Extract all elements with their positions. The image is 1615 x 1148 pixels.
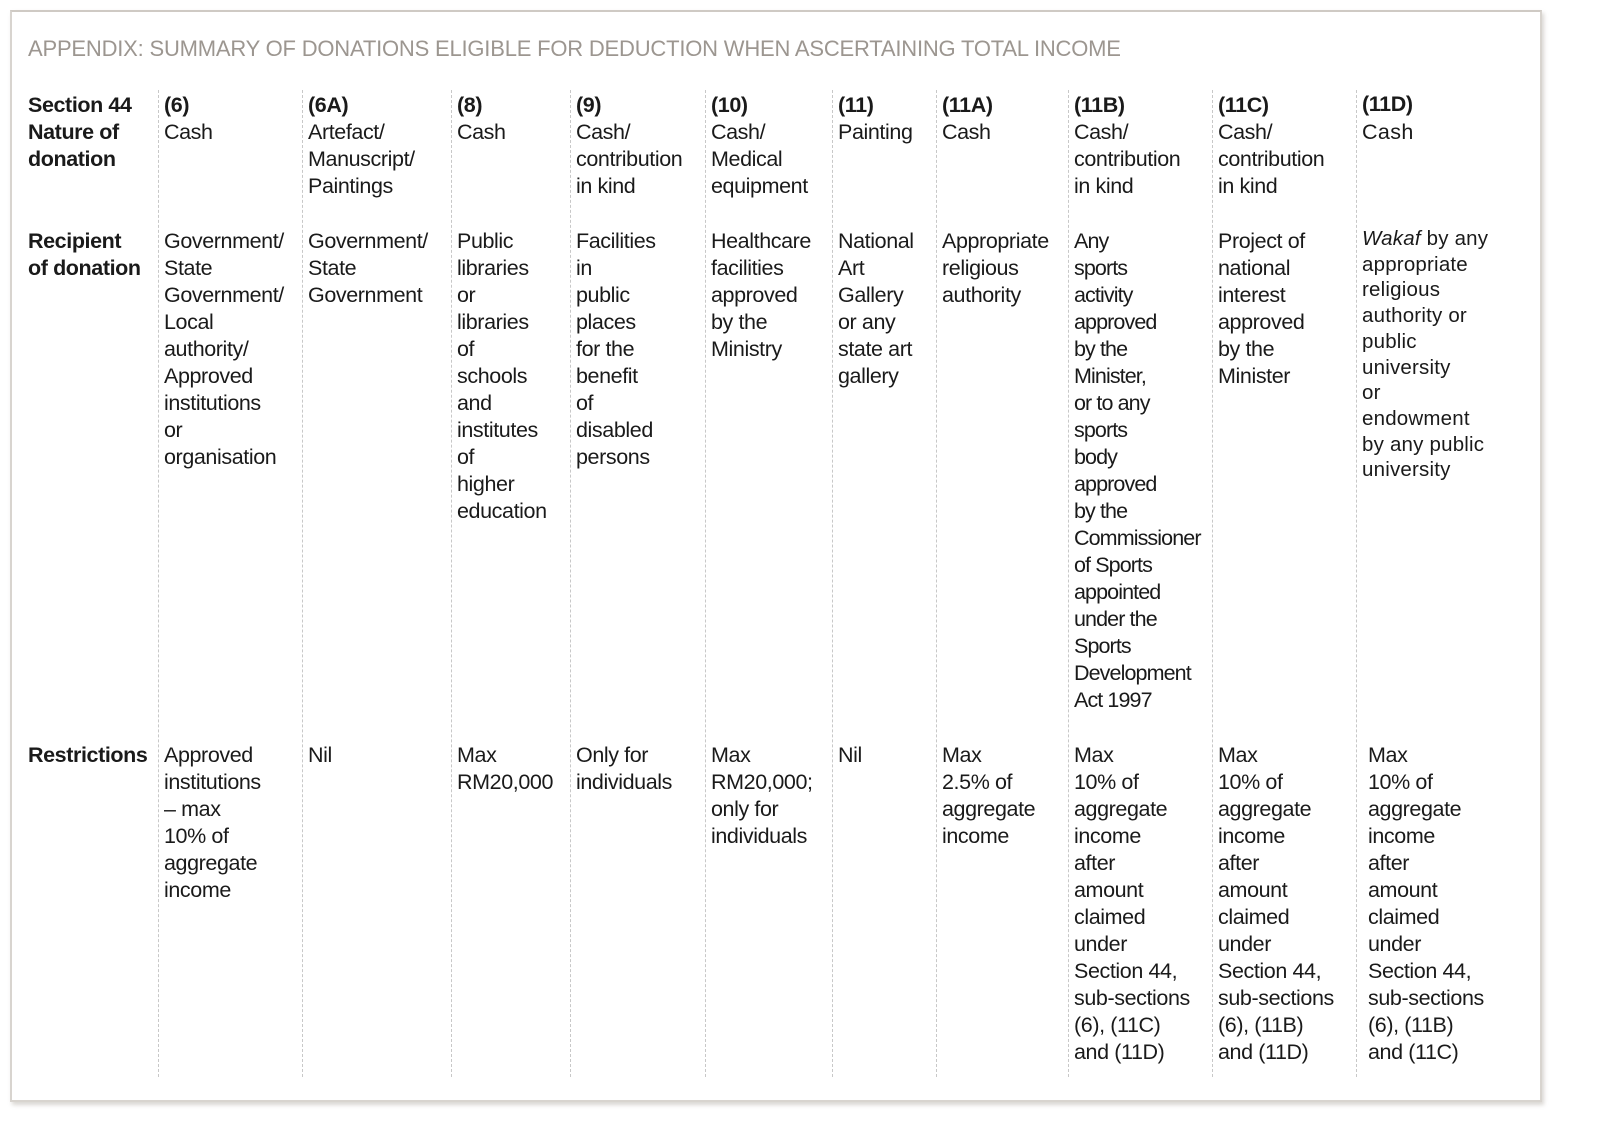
row-label-restrictions: Restrictions: [28, 743, 148, 767]
restriction: Max RM20,000: [457, 743, 553, 794]
nature-of-donation: Cash: [164, 120, 213, 144]
restriction: Max 10% of aggregate income after amount claimed under Section 44, sub-sections (6), (11B) and (11D): [1218, 743, 1334, 1064]
section-number: (6): [164, 93, 190, 117]
column-divider: [1212, 90, 1213, 1077]
recipient-of-donation: [1362, 226, 1488, 483]
column-divider: [570, 90, 571, 1077]
restriction: Nil: [838, 743, 862, 767]
appendix-title: APPENDIX: SUMMARY OF DONATIONS ELIGIBLE FOR DEDUCTION WHEN ASCERTAINING TOTAL INCOME: [28, 36, 1121, 61]
restriction: Approved institutions – max 10% of aggregate income: [164, 743, 261, 902]
recipient-of-donation: Project of national interest approved by the Minister: [1218, 229, 1305, 388]
section-number: (11): [838, 93, 874, 117]
column-divider: [705, 90, 706, 1077]
section-number: (11A): [942, 93, 993, 117]
section-number: (6A): [308, 93, 349, 117]
column-divider: [832, 90, 833, 1077]
recipient-text: by any appropriate religious authority or public university or endowment by any public university: [1362, 227, 1489, 482]
column-divider: [158, 90, 159, 1077]
section-number: (11C): [1218, 93, 1269, 117]
nature-of-donation: Cash: [1362, 120, 1414, 144]
recipient-of-donation: National Art Gallery or any state art gallery: [838, 229, 914, 388]
column-divider: [302, 90, 303, 1077]
recipient-of-donation: Public libraries or libraries of schools and institutes of higher education: [457, 229, 547, 523]
nature-of-donation: Painting: [838, 120, 913, 144]
nature-of-donation: Cash: [942, 120, 991, 144]
recipient-of-donation: Facilities in public places for the benefit of disabled persons: [576, 229, 656, 469]
column-divider: [1068, 90, 1069, 1077]
section-number: (8): [457, 93, 483, 117]
nature-of-donation: Artefact/ Manuscript/ Paintings: [308, 120, 415, 198]
row-label-nature: Nature of donation: [28, 120, 119, 171]
restriction: Max 2.5% of aggregate income: [942, 743, 1036, 848]
nature-of-donation: Cash/ contribution in kind: [576, 120, 683, 198]
recipient-of-donation: Healthcare facilities approved by the Ministry: [711, 229, 811, 361]
section-number: (9): [576, 93, 602, 117]
row-label-section: Section 44: [28, 93, 132, 117]
recipient-of-donation: Appropriate religious authority: [942, 229, 1049, 307]
section-number: (11D): [1362, 92, 1413, 116]
section-number: (10): [711, 93, 748, 117]
restriction: Nil: [308, 743, 332, 767]
nature-of-donation: Cash: [457, 120, 506, 144]
row-label-recipient: Recipient of donation: [28, 229, 141, 280]
wakaf-term: Wakaf: [1362, 227, 1421, 250]
nature-of-donation: Cash/ Medical equipment: [711, 120, 808, 198]
nature-of-donation: Cash/ contribution in kind: [1218, 120, 1325, 198]
recipient-of-donation: Government/ State Government/ Local authority/ Approved institutions or organisation: [164, 229, 284, 469]
restriction: Max RM20,000; only for individuals: [711, 743, 813, 848]
section-number: (11B): [1074, 93, 1125, 117]
column-divider: [936, 90, 937, 1077]
nature-of-donation: Cash/ contribution in kind: [1074, 120, 1181, 198]
restriction: Max 10% of aggregate income after amount claimed under Section 44, sub-sections (6), (11B) and (11C): [1368, 743, 1484, 1064]
column-divider: [451, 90, 452, 1077]
column-divider: [1356, 90, 1357, 1077]
recipient-of-donation: Any sports activity approved by the Minister, or to any sports body approved by the Commissioner of Sports appointed under the Sports Development Act 1997: [1074, 229, 1201, 712]
recipient-of-donation: Government/ State Government: [308, 229, 428, 307]
restriction: Only for individuals: [576, 743, 672, 794]
restriction: Max 10% of aggregate income after amount claimed under Section 44, sub-sections (6), (11C) and (11D): [1074, 743, 1190, 1064]
